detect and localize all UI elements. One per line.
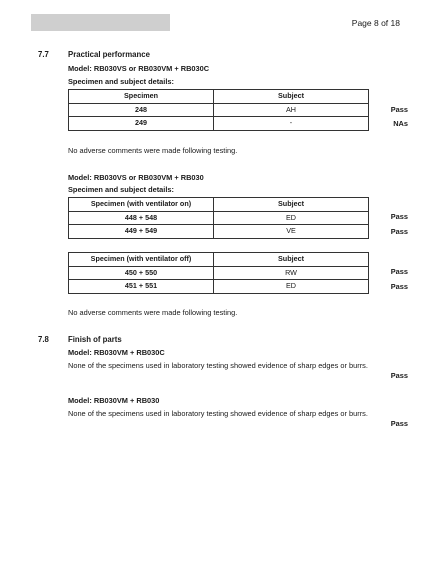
subject-cell: ED	[214, 280, 369, 294]
model-heading: Model: RB030VS or RB030VM + RB030	[68, 173, 204, 182]
specimen-table-ventilator-off	[68, 252, 369, 294]
table-row	[69, 266, 369, 280]
column-header: Subject	[214, 253, 369, 267]
table-header-row	[69, 253, 369, 267]
specimen-cell: 448 + 548	[69, 211, 214, 225]
specimen-cell: 450 + 550	[69, 266, 214, 280]
subject-cell: RW	[214, 266, 369, 280]
model-heading: Model: RB030VS or RB030VM + RB030C	[68, 64, 210, 73]
column-header: Specimen (with ventilator on)	[69, 198, 214, 212]
specimen-details-label: Specimen and subject details:	[68, 77, 174, 86]
table-row	[69, 225, 369, 239]
section-number: 7.7	[38, 50, 49, 59]
comment-text: No adverse comments were made following testing.	[68, 146, 238, 155]
model-heading: Model: RB030VM + RB030	[68, 396, 160, 405]
table-header-row	[69, 90, 369, 104]
table-header-row	[69, 198, 369, 212]
specimen-cell: 248	[69, 103, 214, 117]
subject-cell: ED	[214, 211, 369, 225]
result-label: Pass	[390, 105, 408, 114]
table-row	[69, 280, 369, 294]
specimen-cell: 449 + 549	[69, 225, 214, 239]
column-header: Specimen (with ventilator off)	[69, 253, 214, 267]
finding-text: None of the specimens used in laboratory testing showed evidence of sharp edges or burrs.	[68, 361, 368, 370]
table-row	[69, 117, 369, 131]
specimen-cell: 451 + 551	[69, 280, 214, 294]
result-label: Pass	[390, 267, 408, 276]
subject-cell: VE	[214, 225, 369, 239]
column-header: Subject	[214, 90, 369, 104]
finding-text: None of the specimens used in laboratory testing showed evidence of sharp edges or burrs.	[68, 409, 368, 418]
section-title: Practical performance	[68, 50, 150, 59]
subject-cell: -	[214, 117, 369, 131]
column-header: Subject	[214, 198, 369, 212]
specimen-details-label: Specimen and subject details:	[68, 185, 174, 194]
table-row	[69, 211, 369, 225]
redacted-header-block	[31, 14, 170, 31]
page-number: Page 8 of 18	[351, 18, 400, 28]
result-label: Pass	[390, 371, 408, 380]
result-label: Pass	[390, 227, 408, 236]
result-label: NAs	[393, 119, 408, 128]
comment-text: No adverse comments were made following testing.	[68, 308, 238, 317]
result-label: Pass	[390, 282, 408, 291]
specimen-table	[68, 89, 369, 131]
specimen-cell: 249	[69, 117, 214, 131]
model-heading: Model: RB030VM + RB030C	[68, 348, 165, 357]
column-header: Specimen	[69, 90, 214, 104]
table-row	[69, 103, 369, 117]
section-title: Finish of parts	[68, 335, 122, 344]
specimen-table-ventilator-on	[68, 197, 369, 239]
result-label: Pass	[390, 212, 408, 221]
result-label: Pass	[390, 419, 408, 428]
section-number: 7.8	[38, 335, 49, 344]
subject-cell: AH	[214, 103, 369, 117]
